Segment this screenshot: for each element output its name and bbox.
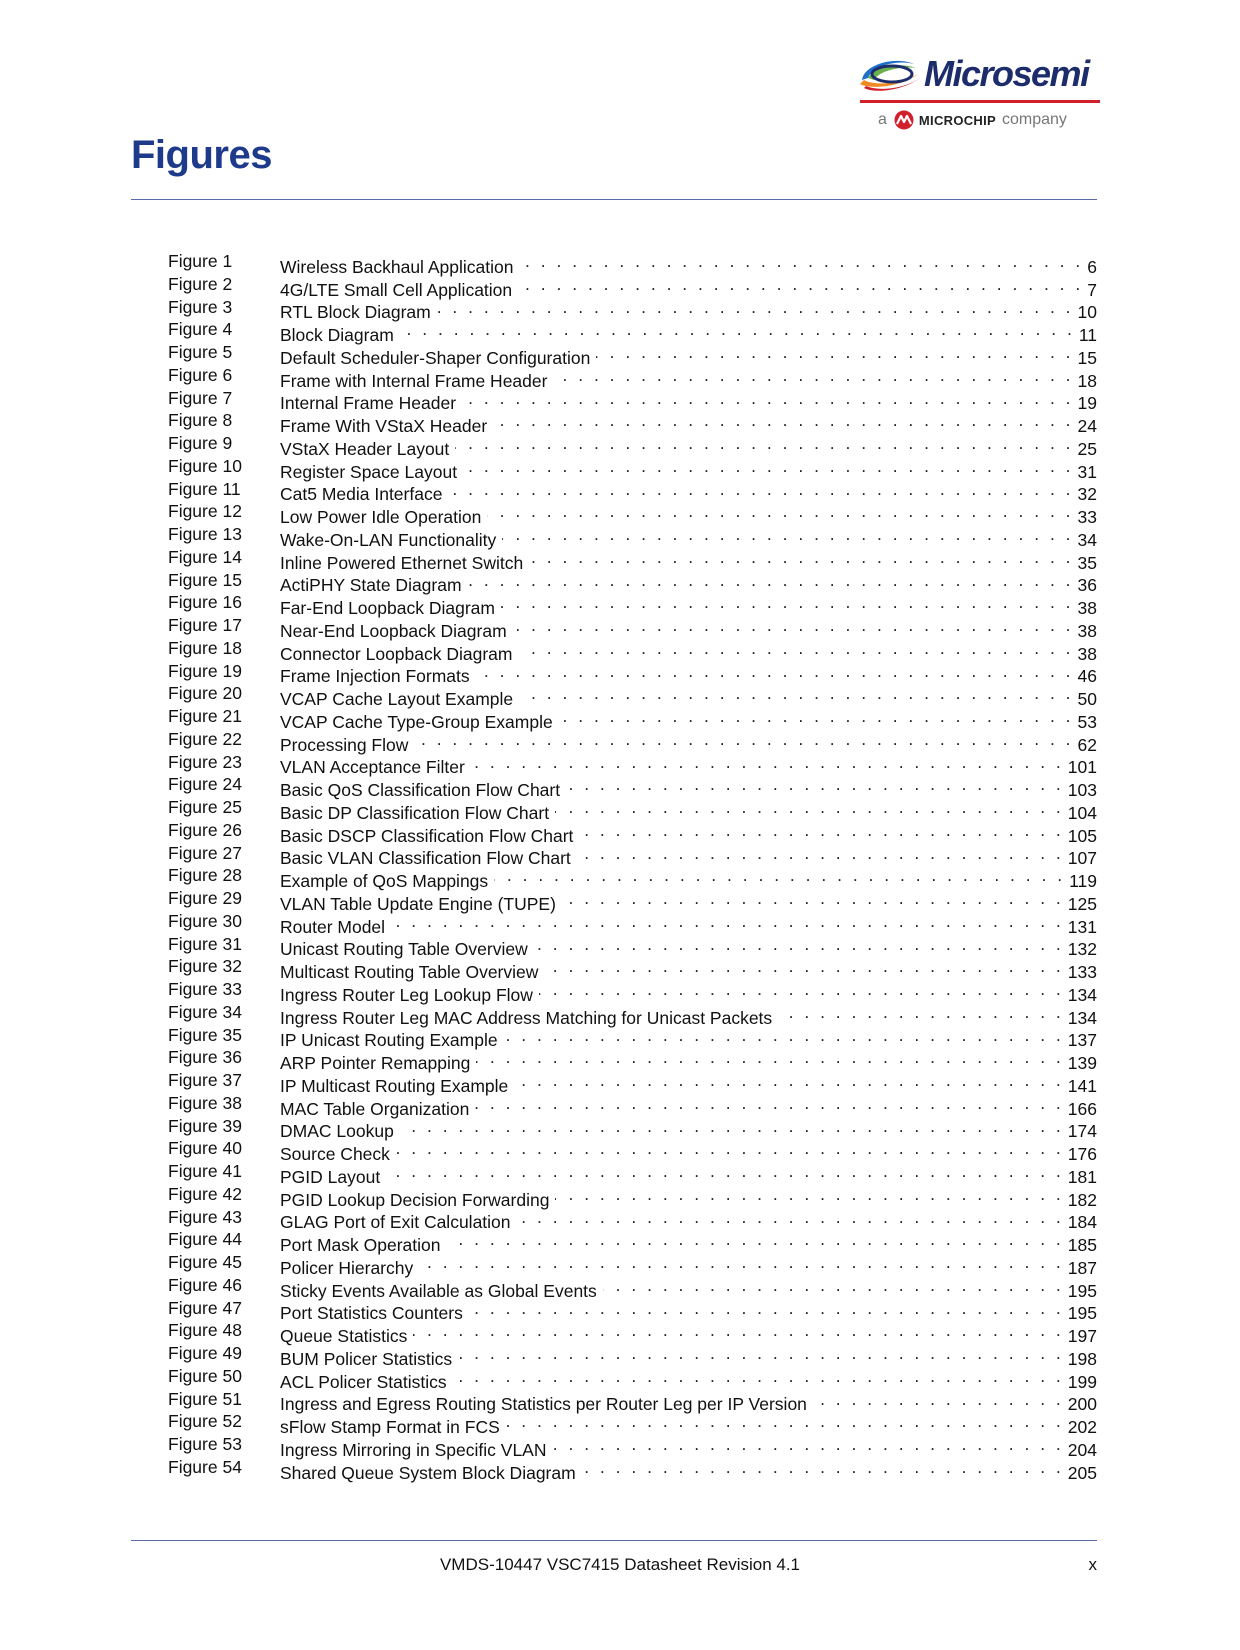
figure-number: Figure 42 xyxy=(168,1183,242,1204)
dot-leader xyxy=(468,569,1074,592)
figure-title[interactable]: Router Model xyxy=(280,916,386,937)
dot-leader xyxy=(529,546,1073,569)
figure-number: Figure 48 xyxy=(168,1320,242,1341)
figure-page-number[interactable]: 200 xyxy=(1067,1394,1097,1415)
figure-title[interactable]: GLAG Port of Exit Calculation xyxy=(280,1212,511,1233)
figure-page-number[interactable]: 53 xyxy=(1077,711,1097,732)
figure-page-number[interactable]: 46 xyxy=(1077,666,1097,687)
figure-list-item[interactable] xyxy=(168,273,1097,300)
figure-number: Figure 24 xyxy=(168,774,242,795)
figure-title[interactable]: MAC Table Organization xyxy=(280,1098,470,1119)
dot-leader xyxy=(396,1137,1064,1160)
figure-title[interactable]: ACL Policer Statistics xyxy=(280,1371,447,1392)
figure-number: Figure 15 xyxy=(168,569,242,590)
figure-list-item[interactable] xyxy=(168,1274,1097,1301)
figure-number: Figure 8 xyxy=(168,410,233,431)
dot-leader xyxy=(519,682,1073,705)
figure-list-item[interactable] xyxy=(168,1342,1097,1369)
figure-title[interactable]: Register Space Layout xyxy=(280,461,458,482)
figure-number: Figure 29 xyxy=(168,888,242,908)
figure-number: Figure 39 xyxy=(168,1115,242,1136)
figure-page-number[interactable]: 35 xyxy=(1077,552,1097,573)
figure-title[interactable]: Processing Flow xyxy=(280,734,409,755)
figure-list-item[interactable] xyxy=(168,773,1097,800)
figure-number: Figure 44 xyxy=(168,1229,242,1250)
figure-title[interactable]: Basic DP Classification Flow Chart xyxy=(280,802,550,823)
dot-leader xyxy=(391,910,1064,933)
figure-number: Figure 40 xyxy=(168,1138,242,1159)
figure-list-item[interactable] xyxy=(168,364,1097,391)
figure-page-number[interactable]: 36 xyxy=(1077,575,1097,596)
figure-page-number[interactable]: 18 xyxy=(1077,370,1097,391)
figure-page-number[interactable]: 204 xyxy=(1067,1439,1097,1460)
microchip-logo-icon xyxy=(893,110,915,130)
logo-brand-text: Microsemi xyxy=(924,53,1089,94)
dot-leader xyxy=(534,933,1064,956)
figure-list-item[interactable] xyxy=(168,250,1097,277)
dot-leader xyxy=(552,1433,1063,1456)
figure-title[interactable]: Default Scheduler-Shaper Configuration xyxy=(280,347,591,368)
figure-number: Figure 11 xyxy=(168,478,241,499)
figure-number: Figure 28 xyxy=(168,865,242,886)
figure-number: Figure 16 xyxy=(168,592,242,613)
figure-list-item[interactable] xyxy=(168,637,1097,664)
figure-number: Figure 9 xyxy=(168,433,233,453)
figure-title[interactable]: Port Statistics Counters xyxy=(280,1303,463,1324)
dot-leader xyxy=(400,1115,1064,1138)
figure-number: Figure 12 xyxy=(168,501,242,522)
figure-title[interactable]: Ingress Router Leg Lookup Flow xyxy=(280,984,533,1005)
figure-number: Figure 35 xyxy=(168,1024,242,1045)
figure-list-item[interactable] xyxy=(168,409,1097,436)
figure-list-item[interactable] xyxy=(168,842,1097,869)
figure-page-number[interactable]: 134 xyxy=(1067,1007,1097,1028)
figure-list xyxy=(168,250,1097,1483)
figure-list-item[interactable] xyxy=(168,455,1097,482)
figure-title[interactable]: PGID Lookup Decision Forwarding xyxy=(280,1189,550,1210)
figure-title[interactable]: VLAN Acceptance Filter xyxy=(280,757,465,778)
figure-list-item[interactable] xyxy=(168,296,1097,323)
figure-number: Figure 17 xyxy=(168,615,242,635)
dot-leader xyxy=(414,728,1073,751)
figure-list-item[interactable] xyxy=(168,500,1097,527)
figure-number: Figure 5 xyxy=(168,342,233,362)
figure-page-number[interactable]: 134 xyxy=(1067,984,1097,1005)
figure-page-number[interactable]: 205 xyxy=(1067,1462,1097,1483)
figure-title[interactable]: IP Multicast Routing Example xyxy=(280,1075,509,1096)
figure-list-item[interactable] xyxy=(168,910,1097,937)
figure-list-item[interactable] xyxy=(168,978,1097,1005)
figure-title[interactable]: Near-End Loopback Diagram xyxy=(280,620,507,641)
dot-leader xyxy=(603,1274,1064,1297)
figure-number: Figure 36 xyxy=(168,1047,242,1068)
figure-page-number[interactable]: 19 xyxy=(1077,393,1097,414)
dot-leader xyxy=(493,409,1073,432)
figure-number: Figure 2 xyxy=(168,273,233,294)
logo-mark-row xyxy=(856,50,1089,98)
figure-page-number[interactable]: 15 xyxy=(1077,347,1097,368)
page-title: Figures xyxy=(131,133,272,177)
dot-leader xyxy=(386,1160,1064,1183)
figure-page-number[interactable]: 104 xyxy=(1067,802,1097,823)
dot-leader xyxy=(514,1069,1064,1092)
dot-leader xyxy=(778,1001,1064,1024)
figure-number: Figure 3 xyxy=(168,296,233,317)
dot-leader xyxy=(813,1388,1064,1411)
figure-list-item[interactable] xyxy=(168,1024,1097,1051)
figure-number: Figure 45 xyxy=(168,1252,242,1272)
figure-list-item[interactable] xyxy=(168,478,1097,505)
dot-leader xyxy=(562,887,1064,910)
figure-title[interactable]: Queue Statistics xyxy=(280,1326,408,1346)
figure-number: Figure 43 xyxy=(168,1206,242,1227)
dot-leader xyxy=(471,751,1064,774)
dot-leader xyxy=(577,842,1064,865)
figure-title[interactable]: VStaX Header Layout xyxy=(280,438,450,459)
figure-list-item[interactable] xyxy=(168,1319,1097,1346)
figure-page-number[interactable]: 187 xyxy=(1067,1257,1097,1278)
figure-list-item[interactable] xyxy=(168,1137,1097,1164)
figure-title[interactable]: Sticky Events Available as Global Events xyxy=(280,1280,597,1301)
figure-number: Figure 46 xyxy=(168,1274,242,1295)
dot-leader xyxy=(437,296,1074,319)
figure-title[interactable]: Wireless Backhaul Application xyxy=(280,256,514,277)
dot-leader xyxy=(487,500,1073,523)
figure-page-number[interactable]: 181 xyxy=(1067,1166,1097,1187)
figure-number: Figure 37 xyxy=(168,1070,242,1090)
figure-page-number[interactable]: 103 xyxy=(1067,780,1097,800)
dot-leader xyxy=(446,1228,1063,1251)
dot-leader xyxy=(513,614,1074,637)
figure-page-number[interactable]: 197 xyxy=(1067,1326,1097,1346)
figure-list-item[interactable] xyxy=(168,1456,1097,1483)
dot-leader xyxy=(582,1456,1064,1479)
figure-number: Figure 52 xyxy=(168,1411,242,1432)
figure-page-number[interactable]: 166 xyxy=(1067,1098,1097,1119)
figure-list-item[interactable] xyxy=(168,751,1097,778)
figure-number: Figure 21 xyxy=(168,706,242,726)
figure-number: Figure 7 xyxy=(168,387,233,408)
logo-sub-prefix: a xyxy=(878,111,887,128)
figure-title[interactable]: Multicast Routing Table Overview xyxy=(280,962,539,982)
figure-list-item[interactable] xyxy=(168,864,1097,891)
figure-page-number[interactable]: 198 xyxy=(1067,1348,1097,1369)
dot-leader xyxy=(559,705,1074,728)
figure-title[interactable]: Source Check xyxy=(280,1144,390,1164)
microsemi-swoosh-icon xyxy=(856,54,922,94)
figure-page-number[interactable]: 38 xyxy=(1077,643,1097,664)
figure-title[interactable]: IP Unicast Routing Example xyxy=(280,1030,498,1051)
figure-list-item[interactable] xyxy=(168,1092,1097,1119)
figure-number: Figure 26 xyxy=(168,819,242,840)
dot-leader xyxy=(553,364,1073,387)
figure-title[interactable]: Example of QoS Mappings xyxy=(280,871,489,891)
figure-number: Figure 13 xyxy=(168,524,242,544)
figure-number: Figure 31 xyxy=(168,933,242,954)
figure-page-number[interactable]: 6 xyxy=(1087,256,1097,277)
figure-title[interactable]: VCAP Cache Layout Example xyxy=(280,689,514,709)
figure-title[interactable]: Shared Queue System Block Diagram xyxy=(280,1462,576,1483)
figure-page-number[interactable]: 184 xyxy=(1067,1212,1097,1233)
figure-page-number[interactable]: 25 xyxy=(1077,438,1097,459)
figure-title[interactable]: DMAC Lookup xyxy=(280,1121,394,1142)
figure-title[interactable]: ActiPHY State Diagram xyxy=(280,575,462,596)
dot-leader xyxy=(519,637,1074,660)
figure-list-item[interactable] xyxy=(168,955,1097,982)
figure-page-number[interactable]: 11 xyxy=(1078,325,1097,345)
figure-page-number[interactable]: 34 xyxy=(1077,529,1097,550)
figure-list-item[interactable] xyxy=(168,523,1097,550)
figure-title[interactable]: Low Power Idle Operation xyxy=(280,507,482,527)
microsemi-logo xyxy=(856,50,1104,134)
figure-list-item[interactable] xyxy=(168,796,1097,823)
figure-list-item[interactable] xyxy=(168,1206,1097,1233)
figure-page-number[interactable]: 32 xyxy=(1077,484,1097,505)
logo-red-rule xyxy=(860,100,1100,103)
footer-page-number: x xyxy=(1088,1555,1097,1574)
figure-page-number[interactable]: 185 xyxy=(1067,1235,1097,1255)
figure-list-item[interactable] xyxy=(168,933,1097,960)
figure-title[interactable]: Basic VLAN Classification Flow Chart xyxy=(280,848,571,869)
dot-leader xyxy=(517,1206,1064,1229)
figure-number: Figure 23 xyxy=(168,751,242,772)
dot-leader xyxy=(400,318,1075,341)
figure-page-number[interactable]: 38 xyxy=(1077,620,1097,641)
dot-leader xyxy=(462,387,1073,410)
figure-page-number[interactable]: 199 xyxy=(1067,1371,1097,1392)
figure-list-item[interactable] xyxy=(168,387,1097,414)
figure-number: Figure 38 xyxy=(168,1092,242,1113)
figure-page-number[interactable]: 107 xyxy=(1067,848,1097,869)
dot-leader xyxy=(413,1319,1063,1342)
figure-title[interactable]: Block Diagram xyxy=(280,325,394,345)
figure-list-item[interactable] xyxy=(168,1069,1097,1096)
figure-list-item[interactable] xyxy=(168,318,1097,345)
dot-leader xyxy=(544,955,1063,978)
figure-page-number[interactable]: 131 xyxy=(1067,916,1097,937)
dot-leader xyxy=(476,1046,1063,1069)
figure-number: Figure 53 xyxy=(168,1434,242,1454)
dot-leader xyxy=(419,1251,1064,1274)
figure-list-item[interactable] xyxy=(168,1388,1097,1415)
figure-page-number[interactable]: 195 xyxy=(1067,1280,1097,1301)
figure-list-item[interactable] xyxy=(168,1297,1097,1324)
figure-title[interactable]: Wake-On-LAN Functionality xyxy=(280,529,497,550)
figure-list-item[interactable] xyxy=(168,1115,1097,1142)
figure-list-item[interactable] xyxy=(168,1001,1097,1028)
figure-page-number[interactable]: 176 xyxy=(1067,1144,1097,1164)
dot-leader xyxy=(501,591,1074,614)
logo-sub-suffix: company xyxy=(1002,111,1067,128)
footer-divider xyxy=(131,1540,1097,1541)
figure-list-item[interactable] xyxy=(168,1228,1097,1255)
figure-number: Figure 30 xyxy=(168,910,242,931)
dot-leader xyxy=(476,660,1074,683)
figure-list-item[interactable] xyxy=(168,819,1097,846)
figure-number: Figure 51 xyxy=(168,1388,242,1409)
dot-leader xyxy=(475,1092,1063,1115)
figure-number: Figure 33 xyxy=(168,979,242,999)
figure-number: Figure 54 xyxy=(168,1456,242,1477)
figure-list-item[interactable] xyxy=(168,1183,1097,1210)
figure-title[interactable]: Inline Powered Ethernet Switch xyxy=(280,552,524,573)
figure-number: Figure 22 xyxy=(168,728,242,749)
figure-title[interactable]: Frame with Internal Frame Header xyxy=(280,370,548,391)
figure-page-number[interactable]: 139 xyxy=(1067,1053,1097,1073)
figure-title[interactable]: Policer Hierarchy xyxy=(280,1257,414,1278)
figure-number: Figure 1 xyxy=(168,251,233,271)
figure-list-item[interactable] xyxy=(168,591,1097,618)
figure-title[interactable]: VCAP Cache Type-Group Example xyxy=(280,711,553,732)
figure-page-number[interactable]: 24 xyxy=(1077,416,1097,436)
dot-leader xyxy=(504,1024,1064,1047)
figure-title[interactable]: Basic QoS Classification Flow Chart xyxy=(280,780,561,800)
figure-number: Figure 10 xyxy=(168,455,242,476)
dot-leader xyxy=(455,432,1073,455)
figure-title[interactable]: Frame Injection Formats xyxy=(280,666,470,687)
dot-leader xyxy=(448,478,1073,501)
figure-page-number[interactable]: 33 xyxy=(1077,507,1097,527)
figure-title[interactable]: Ingress and Egress Routing Statistics per Router Leg per IP Version xyxy=(280,1394,807,1415)
figure-page-number[interactable]: 10 xyxy=(1077,302,1097,323)
dot-leader xyxy=(502,523,1073,546)
figure-title[interactable]: Unicast Routing Table Overview xyxy=(280,939,528,960)
dot-leader xyxy=(539,978,1064,1001)
dot-leader xyxy=(519,250,1083,273)
dot-leader xyxy=(453,1365,1064,1388)
figure-page-number[interactable]: 182 xyxy=(1067,1189,1097,1210)
dot-leader xyxy=(566,773,1064,796)
figure-number: Figure 49 xyxy=(168,1343,242,1363)
title-divider xyxy=(131,199,1097,200)
figure-page-number[interactable]: 125 xyxy=(1067,893,1097,914)
dot-leader xyxy=(518,273,1083,296)
figure-title[interactable]: Frame With VStaX Header xyxy=(280,416,488,436)
figure-title[interactable]: VLAN Table Update Engine (TUPE) xyxy=(280,893,556,914)
figure-title[interactable]: Far-End Loopback Diagram xyxy=(280,598,495,618)
figure-title[interactable]: Basic DSCP Classification Flow Chart xyxy=(280,825,574,846)
figure-list-item[interactable] xyxy=(168,682,1097,709)
figure-title[interactable]: Cat5 Media Interface xyxy=(280,484,443,505)
figure-list-item[interactable] xyxy=(168,1365,1097,1392)
dot-leader xyxy=(458,1342,1064,1365)
figure-list-item[interactable] xyxy=(168,341,1097,368)
figure-list-item[interactable] xyxy=(168,660,1097,687)
dot-leader xyxy=(469,1297,1064,1320)
logo-sub-brand: MICROCHIP xyxy=(918,112,996,128)
figure-number: Figure 41 xyxy=(168,1161,242,1181)
dot-leader xyxy=(463,455,1073,478)
figure-number: Figure 32 xyxy=(168,956,242,977)
figure-title[interactable]: Ingress Mirroring in Specific VLAN xyxy=(280,1439,547,1460)
figure-page-number[interactable]: 119 xyxy=(1069,871,1097,891)
figure-page-number[interactable]: 101 xyxy=(1067,757,1097,778)
figure-number: Figure 50 xyxy=(168,1365,242,1386)
figure-list-item[interactable] xyxy=(168,1046,1097,1073)
figure-list-item[interactable] xyxy=(168,1251,1097,1278)
figure-title[interactable]: sFlow Stamp Format in FCS xyxy=(280,1417,500,1437)
figure-page-number[interactable]: 195 xyxy=(1067,1303,1097,1324)
figure-page-number[interactable]: 62 xyxy=(1077,734,1097,755)
figure-page-number[interactable]: 132 xyxy=(1067,939,1097,960)
figure-list-item[interactable] xyxy=(168,569,1097,596)
figure-number: Figure 27 xyxy=(168,842,242,863)
figure-page-number[interactable]: 105 xyxy=(1067,825,1097,846)
figure-title[interactable]: PGID Layout xyxy=(280,1166,381,1187)
dot-leader xyxy=(555,1183,1063,1206)
figure-title[interactable]: Ingress Router Leg MAC Address Matching for Unicast Packets xyxy=(280,1007,773,1028)
figure-page-number[interactable]: 137 xyxy=(1067,1030,1097,1051)
dot-leader xyxy=(579,819,1063,842)
figure-title[interactable]: Connector Loopback Diagram xyxy=(280,643,513,664)
figure-title[interactable]: Port Mask Operation xyxy=(280,1235,441,1255)
figure-title[interactable]: Internal Frame Header xyxy=(280,393,457,414)
logo-subtitle xyxy=(878,109,1067,131)
figure-number: Figure 25 xyxy=(168,797,242,817)
figure-title[interactable]: 4G/LTE Small Cell Application xyxy=(280,279,513,300)
dot-leader xyxy=(506,1410,1064,1433)
figure-number: Figure 14 xyxy=(168,546,242,567)
figure-number: Figure 34 xyxy=(168,1001,242,1022)
figure-page-number[interactable]: 202 xyxy=(1067,1417,1097,1437)
figure-list-item[interactable] xyxy=(168,614,1097,641)
figure-page-number[interactable]: 31 xyxy=(1077,461,1097,482)
figure-page-number[interactable]: 38 xyxy=(1077,598,1097,618)
figure-number: Figure 47 xyxy=(168,1297,242,1318)
figure-list-item[interactable] xyxy=(168,1410,1097,1437)
figure-list-item[interactable] xyxy=(168,887,1097,914)
figure-number: Figure 20 xyxy=(168,683,242,704)
figure-entry[interactable] xyxy=(280,1456,1097,1485)
figure-list-item[interactable] xyxy=(168,432,1097,459)
dot-leader xyxy=(555,796,1064,819)
figure-number: Figure 6 xyxy=(168,364,233,385)
dot-leader xyxy=(596,341,1073,364)
figure-list-item[interactable] xyxy=(168,1160,1097,1187)
figure-list-item[interactable] xyxy=(168,728,1097,755)
figure-page-number[interactable]: 174 xyxy=(1067,1121,1097,1142)
figure-list-item[interactable] xyxy=(168,546,1097,573)
figure-title[interactable]: BUM Policer Statistics xyxy=(280,1348,453,1369)
figure-number: Figure 18 xyxy=(168,637,242,658)
footer-document-title: VMDS-10447 VSC7415 Datasheet Revision 4.1 xyxy=(439,1555,801,1574)
dot-leader xyxy=(494,864,1065,887)
figure-number: Figure 19 xyxy=(168,660,242,681)
figure-list-item[interactable] xyxy=(168,1433,1097,1460)
figure-number: Figure 4 xyxy=(168,319,233,340)
figure-page-number[interactable]: 50 xyxy=(1077,689,1097,709)
figure-page-number[interactable]: 141 xyxy=(1067,1075,1097,1096)
figure-title[interactable]: ARP Pointer Remapping xyxy=(280,1053,471,1073)
figure-title[interactable]: RTL Block Diagram xyxy=(280,302,431,323)
figure-page-number[interactable]: 7 xyxy=(1087,279,1097,300)
figure-page-number[interactable]: 133 xyxy=(1067,962,1097,982)
figure-list-item[interactable] xyxy=(168,705,1097,732)
